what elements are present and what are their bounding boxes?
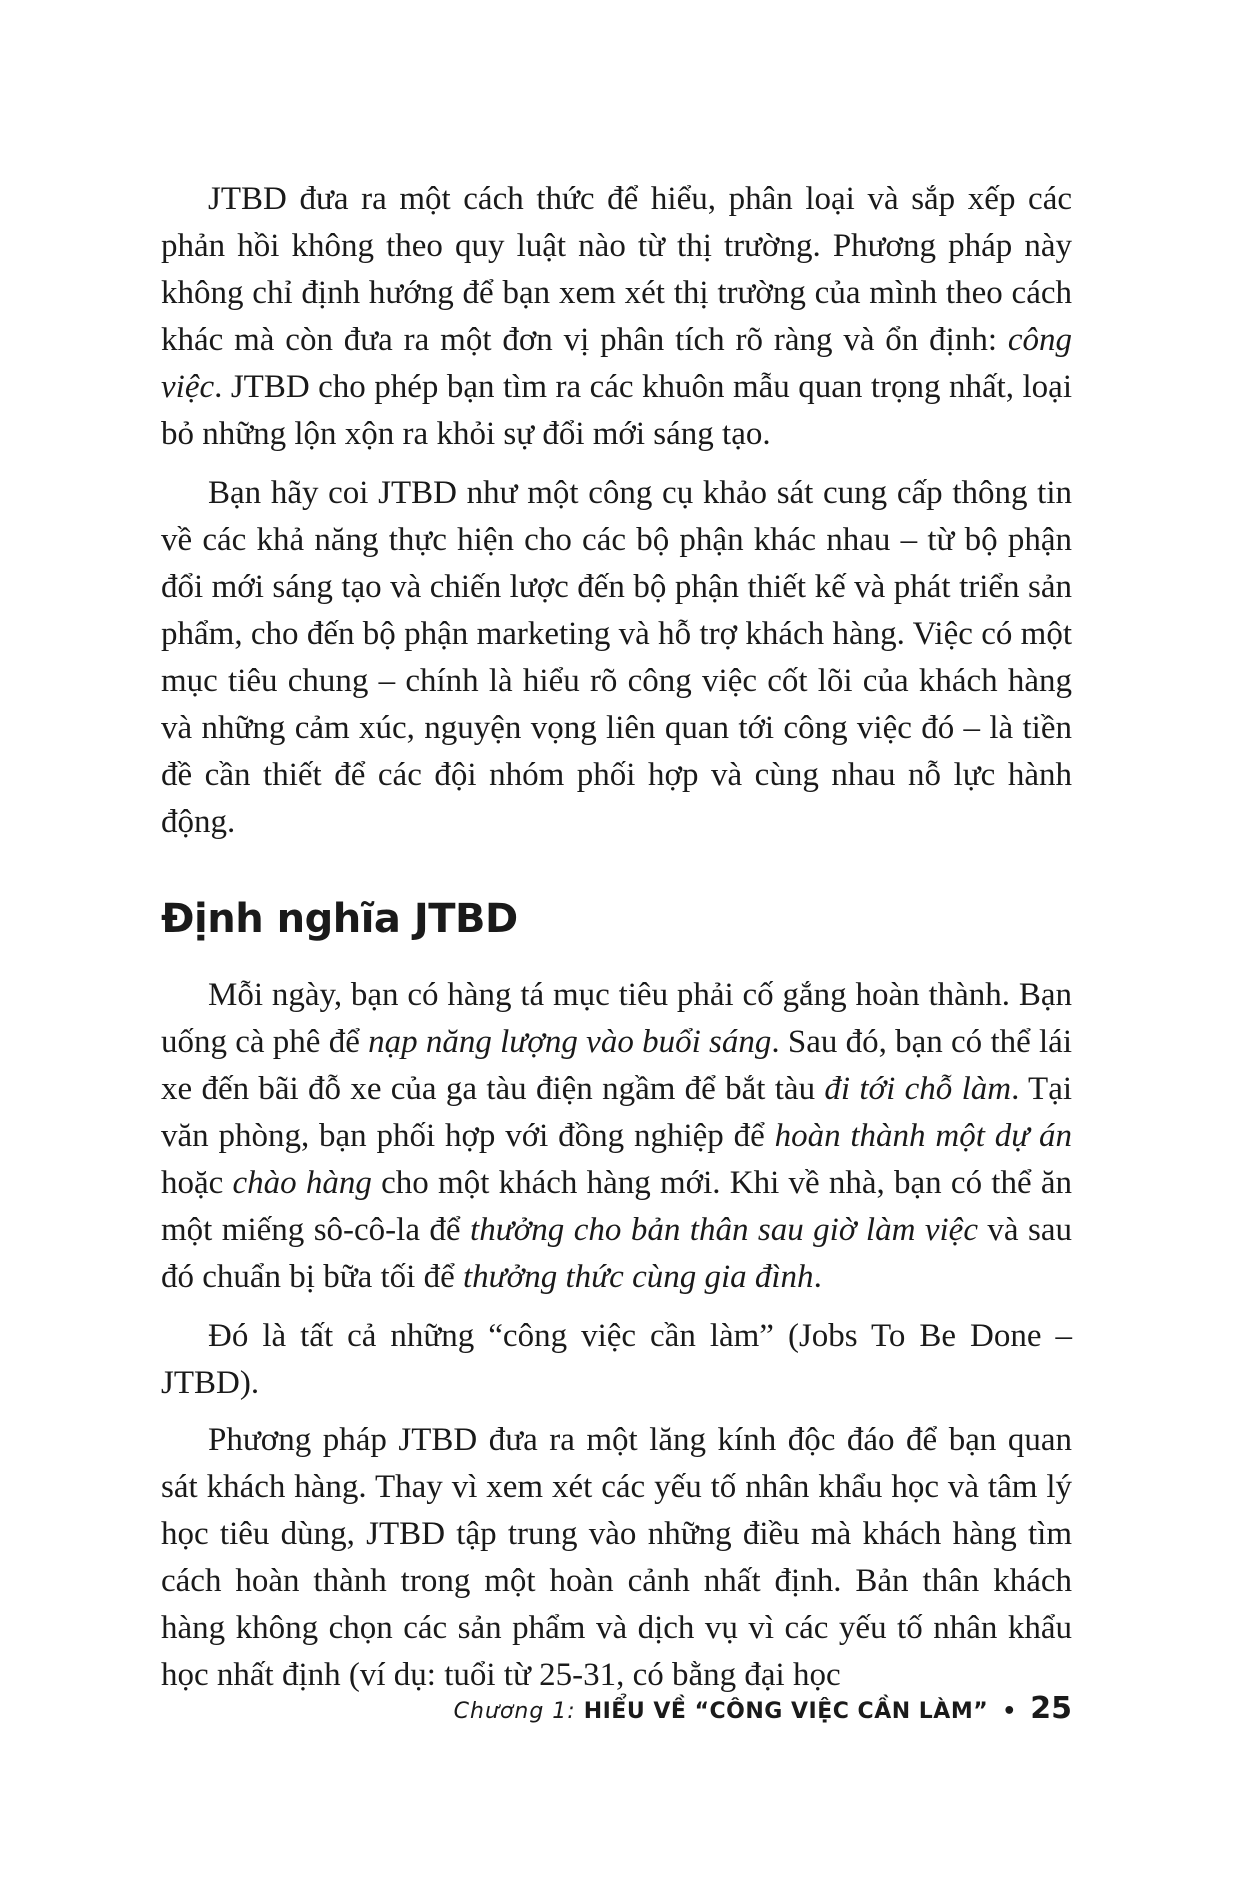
paragraph-1-text-b: . JTBD cho phép bạn tìm ra các khuôn mẫu quan trọng nhất, loại bỏ những lộn xộn ra khỏi sự đổi mới sáng tạo. (161, 369, 1072, 452)
paragraph-3-italic-f: thưởng thức cùng gia đình (462, 1259, 814, 1295)
page-number: 25 (1030, 1691, 1072, 1726)
paragraph-1-italic-job: công việc (161, 322, 1072, 405)
paragraph-3-italic-a: nạp năng lượng vào buổi sáng (368, 1024, 772, 1060)
paragraph-3-text-g: . (813, 1259, 822, 1295)
paragraph-3-italic-e: thưởng cho bản thân sau giờ làm việc (470, 1212, 978, 1248)
paragraph-3-text-e: cho một khách hàng mới. Khi về nhà, bạn có thể ăn một miếng sô-cô-la để (161, 1165, 1072, 1248)
paragraph-3-italic-c: hoàn thành một dự án (774, 1118, 1073, 1154)
paragraph-3-text-c: . Tại văn phòng, bạn phối hợp với đồng nghiệp để (161, 1071, 1073, 1154)
paragraph-5: Phương pháp JTBD đưa ra một lăng kính độc đáo để bạn quan sát khách hàng. Thay vì xem xét các yếu tố nhân khẩu học và tâm lý học tiêu dùng, JTBD tập trung vào những điều mà khách hàng tìm cách hoàn thành trong một hoàn cảnh nhất định. Bản thân khách hàng không chọn các sản phẩm và dịch vụ vì các yếu tố nhân khẩu học nhất định (ví dụ: tuổi từ 25-31, có bằng đại học (161, 1422, 1072, 1693)
paragraph-1-text-a: JTBD đưa ra một cách thức để hiểu, phân loại và sắp xếp các phản hồi không theo quy luật nào từ thị trường. Phương pháp này không chỉ định hướng để bạn xem xét thị trường của mình theo cách khác mà còn đưa ra một đơn vị phân tích rõ ràng và ổn định: (161, 181, 1072, 358)
paragraph-3 (161, 972, 1072, 1301)
paragraph-3-text-b: . Sau đó, bạn có thể lái xe đến bãi đỗ xe của ga tàu điện ngầm để bắt tàu (161, 1024, 1073, 1107)
paragraph-4: Đó là tất cả những “công việc cần làm” (Jobs To Be Done – JTBD). (161, 1318, 1072, 1401)
paragraph-3-italic-d: chào hàng (232, 1165, 372, 1201)
footer-bullet: • (1002, 1699, 1017, 1724)
chapter-label: Chương 1: (453, 1699, 576, 1724)
section-heading: Định nghĩa JTBD (161, 896, 518, 942)
paragraph-3-text-d: hoặc (161, 1165, 233, 1201)
paragraph-1 (161, 176, 1072, 458)
chapter-title: HIỂU VỀ “CÔNG VIỆC CẦN LÀM” (583, 1699, 989, 1724)
paragraph-3-italic-b: đi tới chỗ làm (824, 1071, 1012, 1107)
paragraph-3-text-a: Mỗi ngày, bạn có hàng tá mục tiêu phải cố gắng hoàn thành. Bạn uống cà phê để (161, 977, 1072, 1060)
paragraph-2: Bạn hãy coi JTBD như một công cụ khảo sát cung cấp thông tin về các khả năng thực hiện cho các bộ phận khác nhau – từ bộ phận đổi mới sáng tạo và chiến lược đến bộ phận thiết kế và phát triển sản phẩm, cho đến bộ phận marketing và hỗ trợ khách hàng. Việc có một mục tiêu chung – chính là hiểu rõ công việc cốt lõi của khách hàng và những cảm xúc, nguyện vọng liên quan tới công việc đó – là tiền đề cần thiết để các đội nhóm phối hợp và cùng nhau nỗ lực hành động. (161, 475, 1072, 840)
paragraph-3-text-f: và sau đó chuẩn bị bữa tối để (161, 1212, 1072, 1295)
running-footer (454, 1691, 1072, 1726)
body-text (161, 176, 1072, 1711)
